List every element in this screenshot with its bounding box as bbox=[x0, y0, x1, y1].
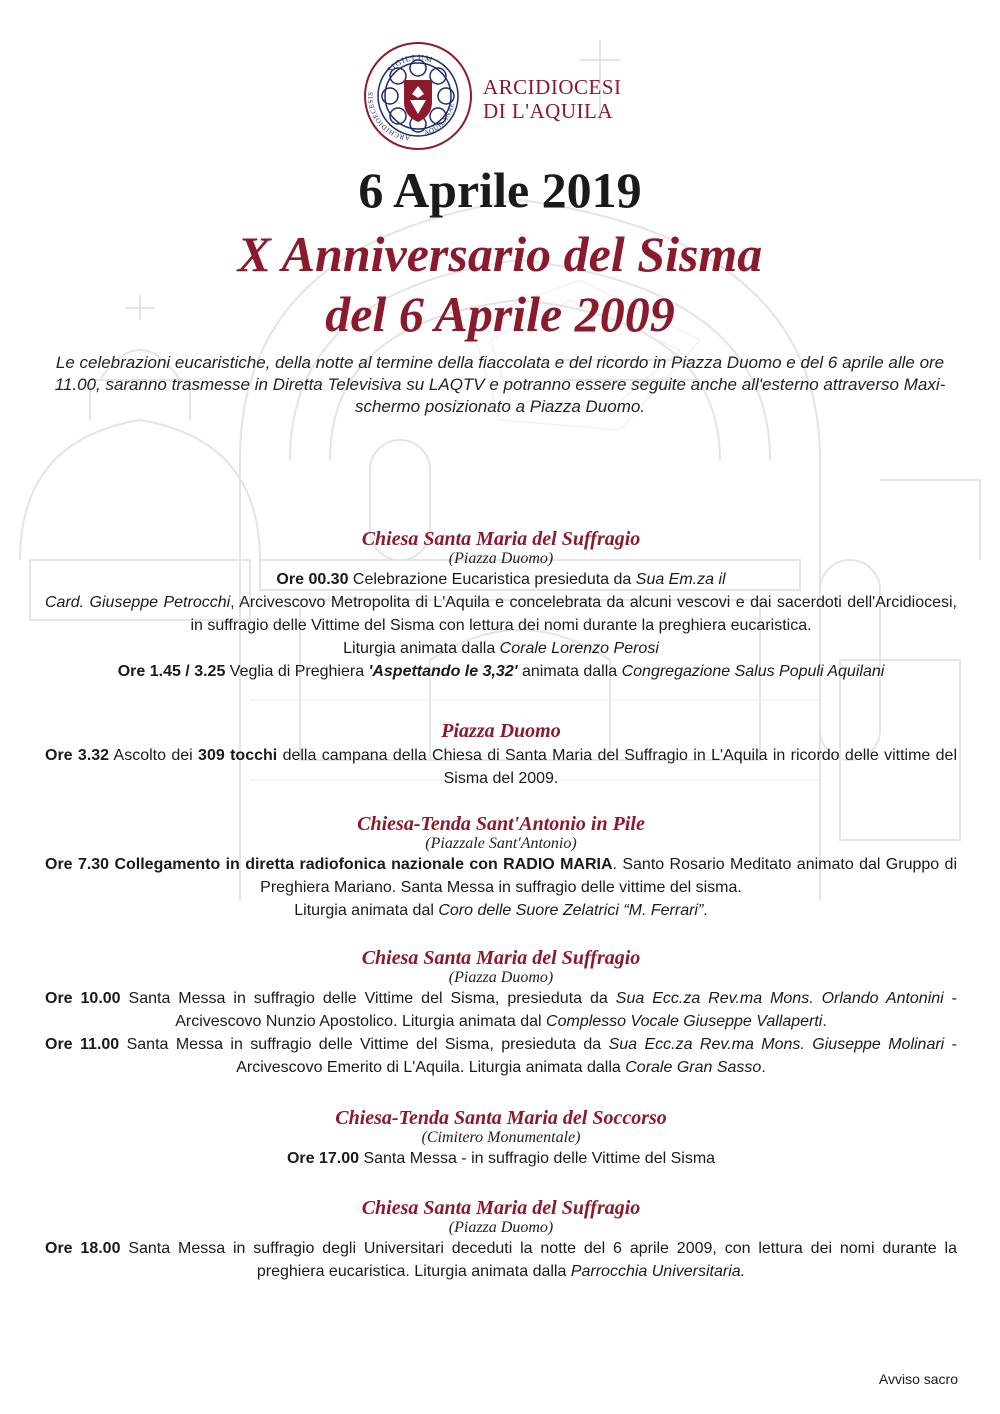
radio-link: Ore 7.30 Collegamento in diretta radiofonica nazionale con RADIO MARIA bbox=[45, 856, 613, 873]
celebrant-text: Card. Giuseppe Petrocchi bbox=[45, 594, 231, 611]
logo-line-2: DI L'AQUILA bbox=[483, 99, 614, 123]
choir-text: Complesso Vocale Giuseppe Vallaperti bbox=[546, 1013, 823, 1030]
schedule-line bbox=[45, 853, 957, 899]
section-suffragio-evening bbox=[45, 1197, 957, 1283]
section-soccorso bbox=[45, 1107, 957, 1170]
section-suffragio-night bbox=[45, 528, 957, 683]
schedule-line bbox=[45, 987, 957, 1033]
line-text: - Arcivescovo Nunzio Apostolico. Liturgia animata dal bbox=[175, 990, 958, 1030]
bell-count: 309 tocchi bbox=[198, 747, 278, 764]
line-text: Santa Messa in suffragio degli Universitari deceduti la notte del 6 aprile 2009, con lettura dei nomi durante la preghiera eucaristica. Liturgia animata dalla bbox=[120, 1240, 957, 1280]
schedule-line bbox=[45, 899, 957, 922]
seal-top-text: SIGILLUM bbox=[385, 52, 435, 75]
section-title: Chiesa Santa Maria del Suffragio bbox=[361, 528, 641, 550]
section-title: Chiesa-Tenda Santa Maria del Soccorso bbox=[335, 1107, 667, 1129]
celebrant-text: Sua Ecc.za Rev.ma Mons. Orlando Antonini bbox=[615, 990, 944, 1007]
section-sant-antonio bbox=[45, 813, 957, 922]
line-text: Liturgia animata dal bbox=[294, 902, 439, 919]
line-text: Liturgia animata dalla bbox=[343, 640, 500, 657]
vigil-title: 'Aspettando le 3,32' bbox=[368, 663, 518, 680]
footer-note: Avviso sacro bbox=[878, 1371, 958, 1387]
schedule-line bbox=[45, 568, 957, 591]
celebrant-text: Sua Ecc.za Rev.ma Mons. Giuseppe Molinari bbox=[608, 1036, 945, 1053]
title-line-1: X Anniversario del Sisma bbox=[237, 226, 763, 282]
archdiocese-seal-icon bbox=[362, 40, 474, 152]
line-text: , Arcivescovo Metropolita di L'Aquila e concelebrata da alcuni vescovi e dai sacerdoti dell'Arcidiocesi, in suffragio delle Vittime del Sisma con lettura dei nomi durante la preghiera eucaristica. bbox=[190, 594, 957, 634]
schedule-line bbox=[45, 1237, 957, 1283]
line-text: Santa Messa in suffragio delle Vittime del Sisma, presieduta da bbox=[119, 1036, 609, 1053]
time-label: Ore 10.00 bbox=[45, 990, 121, 1007]
celebrant-text: Sua Em.za il bbox=[635, 571, 726, 588]
schedule-line bbox=[45, 637, 957, 660]
line-text: animata dalla bbox=[517, 663, 622, 680]
line-text: Ascolto dei bbox=[109, 747, 199, 764]
title-line-2: del 6 Aprile 2009 bbox=[325, 286, 675, 342]
section-title: Chiesa Santa Maria del Suffragio bbox=[361, 947, 641, 969]
archdiocese-name bbox=[483, 75, 622, 123]
choir-text: Corale Lorenzo Perosi bbox=[499, 640, 659, 657]
time-label: Ore 17.00 bbox=[286, 1150, 360, 1167]
schedule-line bbox=[45, 1033, 957, 1079]
line-text: . bbox=[703, 902, 708, 919]
choir-text: Congregazione Salus Populi Aquilani bbox=[621, 663, 885, 680]
section-piazza-duomo bbox=[45, 720, 957, 790]
section-place: (Piazza Duomo) bbox=[448, 969, 554, 986]
line-text: Veglia di Preghiera bbox=[225, 663, 369, 680]
line-text: . bbox=[761, 1059, 766, 1076]
choir-text: Corale Gran Sasso bbox=[625, 1059, 762, 1076]
section-suffragio-morning bbox=[45, 947, 957, 1079]
event-title bbox=[0, 224, 1000, 344]
seal-left-text: ARCHIDIOECESIS bbox=[366, 91, 411, 142]
section-title: Chiesa-Tenda Sant'Antonio in Pile bbox=[357, 813, 645, 835]
line-text: . Santo Rosario Meditato animato dal Gruppo di Preghiera Mariano. Santa Messa in suffragio delle vittime del sisma. bbox=[260, 856, 958, 896]
schedule-line bbox=[45, 591, 957, 637]
line-text: . bbox=[822, 1013, 827, 1030]
event-date: 6 Aprile 2019 bbox=[358, 162, 642, 218]
time-label: Ore 11.00 bbox=[45, 1036, 120, 1053]
logo-line-1: ARCIDIOCESI bbox=[483, 75, 622, 99]
section-place: (Piazza Duomo) bbox=[448, 550, 554, 567]
line-text: Santa Messa - in suffragio delle Vittime del Sisma bbox=[359, 1150, 716, 1167]
intro-paragraph: Le celebrazioni eucaristiche, della notte al termine della fiaccolata e del ricordo in Piazza Duomo e del 6 aprile alle ore 11.00, saranno trasmesse in Diretta Televisiva su LAQTV e potranno essere seguite anche all'esterno attraverso Maxi-schermo posizionato a Piazza Duomo. bbox=[54, 353, 946, 416]
choir-text: Coro delle Suore Zelatrici “M. Ferrari” bbox=[438, 902, 704, 919]
time-label: Ore 1.45 / 3.25 bbox=[117, 663, 226, 680]
choir-text: Parrocchia Universitaria. bbox=[570, 1263, 746, 1280]
schedule-line bbox=[45, 1147, 957, 1170]
section-place: (Cimitero Monumentale) bbox=[421, 1129, 581, 1146]
schedule-line bbox=[45, 660, 957, 683]
seal-bottom-text: AQUILANAE bbox=[423, 101, 457, 138]
line-text: Celebrazione Eucaristica presieduta da bbox=[348, 571, 636, 588]
line-text: Santa Messa in suffragio delle Vittime del Sisma, presieduta da bbox=[120, 990, 616, 1007]
section-title: Chiesa Santa Maria del Suffragio bbox=[361, 1197, 641, 1219]
schedule-line bbox=[45, 744, 957, 790]
section-title: Piazza Duomo bbox=[441, 720, 561, 742]
line-text: della campana della Chiesa di Santa Maria del Suffragio in L'Aquila in ricordo delle vittime del Sisma del 2009. bbox=[277, 747, 958, 787]
line-text: - Arcivescovo Emerito di L'Aquila. Liturgia animata dalla bbox=[236, 1036, 958, 1076]
time-label: Ore 00.30 bbox=[276, 571, 349, 588]
section-place: (Piazzale Sant'Antonio) bbox=[425, 835, 577, 852]
time-label: Ore 18.00 bbox=[45, 1240, 121, 1257]
time-label: Ore 3.32 bbox=[45, 747, 110, 764]
section-place: (Piazza Duomo) bbox=[448, 1219, 554, 1236]
svg-text:ARCHIDIOECESIS bbox=[367, 91, 411, 142]
archdiocese-logo bbox=[0, 40, 1000, 170]
